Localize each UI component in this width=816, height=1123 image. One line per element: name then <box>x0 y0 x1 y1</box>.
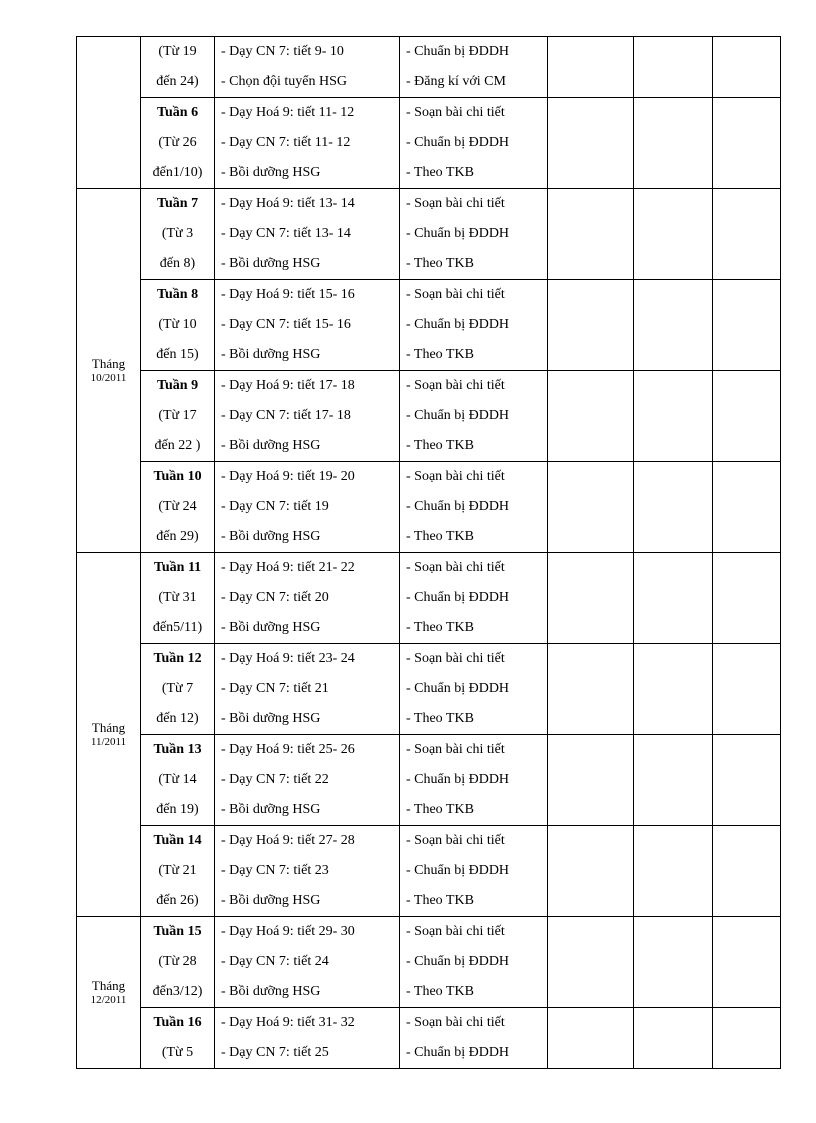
preparation-cell <box>400 371 548 462</box>
empty-cell <box>634 826 713 917</box>
week-line: Tuần 9 <box>156 378 199 393</box>
week-line: (Từ 10 <box>158 317 197 332</box>
activity-line: - Dạy CN 7: tiết 21 <box>221 681 329 696</box>
activities-cell <box>215 644 400 735</box>
week-cell <box>141 1008 215 1069</box>
week-line: Tuần 10 <box>153 469 202 484</box>
month-label <box>77 721 140 749</box>
week-line: (Từ 28 <box>158 954 197 969</box>
empty-cell <box>634 553 713 644</box>
activity-line: - Dạy Hoá 9: tiết 15- 16 <box>221 287 355 302</box>
preparation-line: - Chuẩn bị ĐDDH <box>406 772 510 787</box>
week-line: đến 22 ) <box>154 438 201 453</box>
month-label <box>77 979 140 1007</box>
teaching-plan-body <box>77 37 781 1069</box>
activity-line: - Dạy CN 7: tiết 15- 16 <box>221 317 351 332</box>
week-line: Tuần 8 <box>156 287 199 302</box>
activity-line: - Dạy Hoá 9: tiết 31- 32 <box>221 1015 355 1030</box>
week-cell <box>141 98 215 189</box>
week-row <box>77 98 781 189</box>
empty-cell <box>634 917 713 1008</box>
preparation-cell <box>400 917 548 1008</box>
activities-cell <box>215 1008 400 1069</box>
preparation-line: - Theo TKB <box>406 165 474 180</box>
activity-line: - Dạy Hoá 9: tiết 23- 24 <box>221 651 355 666</box>
preparation-cell <box>400 280 548 371</box>
week-cell <box>141 917 215 1008</box>
empty-cell <box>548 735 634 826</box>
preparation-line: - Chuẩn bị ĐDDH <box>406 408 510 423</box>
week-line: đến 15) <box>156 347 199 362</box>
activity-line: - Dạy CN 7: tiết 11- 12 <box>221 135 351 150</box>
empty-cell <box>713 189 781 280</box>
empty-cell <box>548 189 634 280</box>
week-row <box>77 280 781 371</box>
preparation-line: - Chuẩn bị ĐDDH <box>406 681 510 696</box>
week-row <box>77 371 781 462</box>
empty-cell <box>713 98 781 189</box>
week-line: (Từ 21 <box>158 863 197 878</box>
activities-cell <box>215 553 400 644</box>
empty-cell <box>713 371 781 462</box>
month-cell <box>77 553 141 917</box>
week-row <box>77 644 781 735</box>
preparation-cell <box>400 98 548 189</box>
week-line: (Từ 5 <box>161 1045 194 1060</box>
activity-line: - Dạy Hoá 9: tiết 25- 26 <box>221 742 355 757</box>
activity-line: - Dạy Hoá 9: tiết 21- 22 <box>221 560 355 575</box>
empty-cell <box>713 826 781 917</box>
activity-line: - Dạy Hoá 9: tiết 27- 28 <box>221 833 355 848</box>
preparation-line: - Chuẩn bị ĐDDH <box>406 590 510 605</box>
month-year: 12/2011 <box>90 993 127 1006</box>
activity-line: - Bồi dưỡng HSG <box>221 347 321 362</box>
month-cell <box>77 189 141 553</box>
preparation-line: - Soạn bài chi tiết <box>406 469 505 484</box>
empty-cell <box>713 280 781 371</box>
activity-line: - Dạy CN 7: tiết 17- 18 <box>221 408 351 423</box>
week-line: Tuần 16 <box>153 1015 202 1030</box>
week-line: (Từ 3 <box>161 226 194 241</box>
month-word: Tháng <box>91 355 126 371</box>
activity-line: - Bồi dưỡng HSG <box>221 529 321 544</box>
week-cell <box>141 553 215 644</box>
month-label <box>77 357 140 385</box>
empty-cell <box>548 826 634 917</box>
week-row <box>77 917 781 1008</box>
empty-cell <box>634 735 713 826</box>
preparation-line: - Soạn bài chi tiết <box>406 560 505 575</box>
preparation-cell <box>400 735 548 826</box>
month-cell <box>77 917 141 1069</box>
preparation-line: - Soạn bài chi tiết <box>406 742 505 757</box>
empty-cell <box>634 37 713 98</box>
preparation-line: - Chuẩn bị ĐDDH <box>406 44 510 59</box>
empty-cell <box>634 1008 713 1069</box>
preparation-line: - Soạn bài chi tiết <box>406 287 505 302</box>
preparation-line: - Chuẩn bị ĐDDH <box>406 226 510 241</box>
preparation-cell <box>400 644 548 735</box>
preparation-line: - Chuẩn bị ĐDDH <box>406 1045 510 1060</box>
activities-cell <box>215 280 400 371</box>
activities-cell <box>215 37 400 98</box>
preparation-line: - Theo TKB <box>406 893 474 908</box>
week-line: đến 24) <box>156 74 199 89</box>
activities-cell <box>215 371 400 462</box>
activity-line: - Bồi dưỡng HSG <box>221 893 321 908</box>
week-cell <box>141 826 215 917</box>
activity-line: - Dạy CN 7: tiết 13- 14 <box>221 226 351 241</box>
week-line: (Từ 31 <box>158 590 197 605</box>
preparation-line: - Chuẩn bị ĐDDH <box>406 863 510 878</box>
week-line: Tuần 14 <box>153 833 202 848</box>
preparation-cell <box>400 189 548 280</box>
preparation-line: - Soạn bài chi tiết <box>406 651 505 666</box>
empty-cell <box>548 917 634 1008</box>
preparation-line: - Soạn bài chi tiết <box>406 105 505 120</box>
week-line: đến 29) <box>156 529 199 544</box>
preparation-line: - Theo TKB <box>406 984 474 999</box>
month-cell <box>77 37 141 189</box>
preparation-line: - Theo TKB <box>406 347 474 362</box>
empty-cell <box>713 735 781 826</box>
activity-line: - Bồi dưỡng HSG <box>221 802 321 817</box>
activity-line: - Dạy Hoá 9: tiết 29- 30 <box>221 924 355 939</box>
empty-cell <box>634 98 713 189</box>
empty-cell <box>634 462 713 553</box>
week-row <box>77 189 781 280</box>
teaching-plan-table <box>76 36 781 1069</box>
week-cell <box>141 189 215 280</box>
week-line: Tuần 11 <box>153 560 202 575</box>
empty-cell <box>548 462 634 553</box>
preparation-line: - Soạn bài chi tiết <box>406 378 505 393</box>
preparation-line: - Soạn bài chi tiết <box>406 924 505 939</box>
activity-line: - Bồi dưỡng HSG <box>221 165 321 180</box>
month-year: 11/2011 <box>90 735 127 748</box>
week-line: Tuần 6 <box>156 105 199 120</box>
week-cell <box>141 37 215 98</box>
activities-cell <box>215 189 400 280</box>
activity-line: - Dạy CN 7: tiết 19 <box>221 499 329 514</box>
week-row <box>77 1008 781 1069</box>
activities-cell <box>215 735 400 826</box>
week-line: Tuần 12 <box>153 651 202 666</box>
activity-line: - Dạy CN 7: tiết 22 <box>221 772 329 787</box>
empty-cell <box>634 644 713 735</box>
empty-cell <box>548 553 634 644</box>
preparation-line: - Soạn bài chi tiết <box>406 196 505 211</box>
week-cell <box>141 371 215 462</box>
activities-cell <box>215 917 400 1008</box>
preparation-line: - Theo TKB <box>406 711 474 726</box>
activity-line: - Bồi dưỡng HSG <box>221 984 321 999</box>
preparation-line: - Theo TKB <box>406 256 474 271</box>
week-cell <box>141 280 215 371</box>
week-row <box>77 37 781 98</box>
week-line: Tuần 13 <box>153 742 202 757</box>
activity-line: - Dạy CN 7: tiết 24 <box>221 954 329 969</box>
week-line: (Từ 17 <box>158 408 197 423</box>
week-row <box>77 462 781 553</box>
empty-cell <box>548 37 634 98</box>
week-row <box>77 553 781 644</box>
preparation-line: - Theo TKB <box>406 438 474 453</box>
empty-cell <box>548 644 634 735</box>
activity-line: - Dạy CN 7: tiết 9- 10 <box>221 44 344 59</box>
preparation-line: - Soạn bài chi tiết <box>406 833 505 848</box>
activities-cell <box>215 98 400 189</box>
week-line: (Từ 14 <box>158 772 197 787</box>
activity-line: - Dạy CN 7: tiết 25 <box>221 1045 329 1060</box>
week-line: (Từ 19 <box>158 44 197 59</box>
activity-line: - Bồi dưỡng HSG <box>221 620 321 635</box>
activity-line: - Bồi dưỡng HSG <box>221 438 321 453</box>
empty-cell <box>634 189 713 280</box>
week-cell <box>141 462 215 553</box>
preparation-cell <box>400 37 548 98</box>
preparation-line: - Chuẩn bị ĐDDH <box>406 135 510 150</box>
preparation-line: - Đăng kí với CM <box>406 74 506 89</box>
activities-cell <box>215 462 400 553</box>
activity-line: - Dạy CN 7: tiết 23 <box>221 863 329 878</box>
activity-line: - Dạy Hoá 9: tiết 19- 20 <box>221 469 355 484</box>
preparation-line: - Theo TKB <box>406 620 474 635</box>
activity-line: - Bồi dưỡng HSG <box>221 256 321 271</box>
empty-cell <box>548 280 634 371</box>
preparation-cell <box>400 1008 548 1069</box>
week-line: Tuần 7 <box>156 196 199 211</box>
empty-cell <box>713 917 781 1008</box>
week-line: đến 8) <box>159 256 196 271</box>
activity-line: - Dạy CN 7: tiết 20 <box>221 590 329 605</box>
week-cell <box>141 735 215 826</box>
empty-cell <box>713 1008 781 1069</box>
preparation-line: - Chuẩn bị ĐDDH <box>406 499 510 514</box>
week-line: đến 19) <box>156 802 199 817</box>
preparation-line: - Chuẩn bị ĐDDH <box>406 317 510 332</box>
month-word: Tháng <box>91 977 126 993</box>
preparation-cell <box>400 553 548 644</box>
activity-line: - Chọn đội tuyển HSG <box>221 74 347 89</box>
empty-cell <box>713 553 781 644</box>
week-line: đến3/12) <box>152 984 203 999</box>
week-line: (Từ 7 <box>161 681 194 696</box>
week-row <box>77 826 781 917</box>
week-row <box>77 735 781 826</box>
activity-line: - Dạy Hoá 9: tiết 11- 12 <box>221 105 355 120</box>
activity-line: - Dạy Hoá 9: tiết 17- 18 <box>221 378 355 393</box>
week-line: đến 12) <box>156 711 199 726</box>
week-line: Tuần 15 <box>153 924 202 939</box>
week-line: (Từ 24 <box>158 499 197 514</box>
week-line: (Từ 26 <box>158 135 197 150</box>
empty-cell <box>634 371 713 462</box>
empty-cell <box>713 644 781 735</box>
week-cell <box>141 644 215 735</box>
activity-line: - Bồi dưỡng HSG <box>221 711 321 726</box>
empty-cell <box>548 1008 634 1069</box>
empty-cell <box>713 462 781 553</box>
month-word: Tháng <box>91 719 126 735</box>
week-line: đến1/10) <box>152 165 203 180</box>
week-line: đến 26) <box>156 893 199 908</box>
preparation-cell <box>400 826 548 917</box>
preparation-line: - Theo TKB <box>406 802 474 817</box>
preparation-line: - Soạn bài chi tiết <box>406 1015 505 1030</box>
week-line: đến5/11) <box>152 620 203 635</box>
activity-line: - Dạy Hoá 9: tiết 13- 14 <box>221 196 355 211</box>
preparation-line: - Theo TKB <box>406 529 474 544</box>
month-year: 10/2011 <box>90 371 127 384</box>
activities-cell <box>215 826 400 917</box>
empty-cell <box>548 98 634 189</box>
empty-cell <box>634 280 713 371</box>
empty-cell <box>713 37 781 98</box>
empty-cell <box>548 371 634 462</box>
preparation-line: - Chuẩn bị ĐDDH <box>406 954 510 969</box>
preparation-cell <box>400 462 548 553</box>
